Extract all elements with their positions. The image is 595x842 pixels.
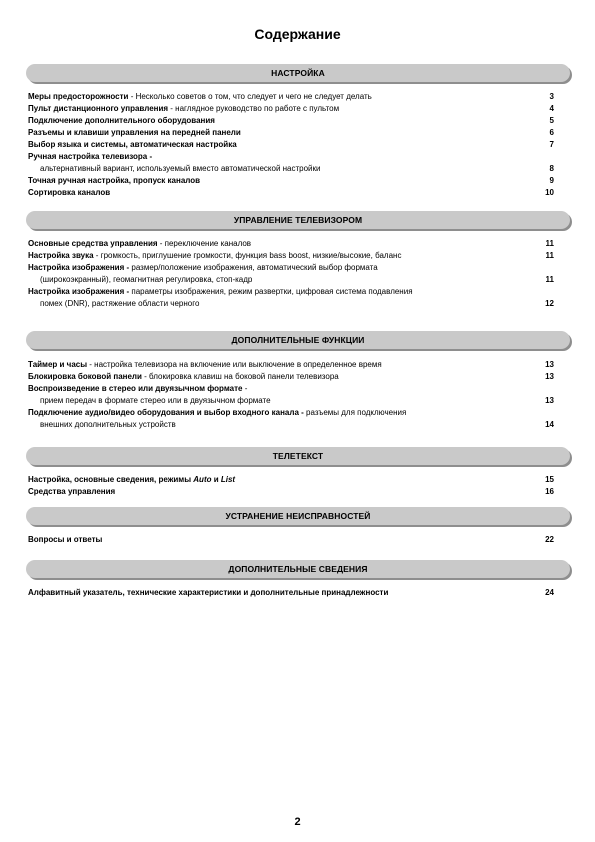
toc-entry[interactable] bbox=[28, 474, 554, 486]
entry-page: 16 bbox=[545, 487, 554, 496]
toc-entry[interactable] bbox=[28, 486, 554, 498]
entry-desc-cont: помех (DNR), растяжение области черного bbox=[40, 298, 200, 308]
toc-entry[interactable] bbox=[28, 151, 554, 175]
entry-title: Таймер и часы bbox=[28, 360, 88, 369]
entry-desc: - громкость, приглушение громкости, функция bass boost, низкие/высокие, баланс bbox=[93, 251, 402, 260]
toc-entry[interactable] bbox=[28, 286, 554, 310]
entry-page: 12 bbox=[545, 298, 554, 308]
entry-page: 13 bbox=[545, 360, 554, 369]
toc-entry[interactable] bbox=[28, 103, 554, 115]
entry-page: 5 bbox=[549, 116, 554, 125]
toc-entry[interactable] bbox=[28, 127, 554, 139]
entry-title: Настройка изображения - bbox=[28, 263, 130, 272]
entry-title: Средства управления bbox=[28, 487, 116, 496]
entry-title: Сортировка каналов bbox=[28, 188, 111, 197]
entry-desc: - bbox=[242, 384, 248, 393]
section-header-setup: НАСТРОЙКА bbox=[26, 64, 570, 82]
entry-desc: размер/положение изображения, автоматический выбор формата bbox=[129, 263, 378, 272]
toc-entry[interactable] bbox=[28, 262, 554, 286]
entry-desc: - блокировка клавиш на боковой панели телевизора bbox=[141, 372, 339, 381]
entry-page: 11 bbox=[545, 274, 554, 284]
entry-page: 4 bbox=[549, 104, 554, 113]
entry-desc: разъемы для подключения bbox=[303, 408, 407, 417]
entry-title: Пульт дистанционного управления bbox=[28, 104, 169, 113]
entry-page: 8 bbox=[549, 163, 554, 173]
entry-title: Выбор языка и системы, автоматическая настройка bbox=[28, 140, 237, 149]
entry-page: 7 bbox=[549, 140, 554, 149]
entry-title-italic: Auto bbox=[193, 475, 212, 484]
entry-desc: - переключение каналов bbox=[157, 239, 252, 248]
entry-page: 11 bbox=[545, 251, 554, 260]
entry-title: Настройка, основные сведения, режимы bbox=[28, 475, 194, 484]
page-title: Содержание bbox=[254, 26, 341, 42]
entry-desc-cont: (широкоэкранный), геомагнитная регулировка, стоп-кадр bbox=[40, 274, 253, 284]
entry-title: Воспроизведение в стерео или двуязычном формате bbox=[28, 384, 243, 393]
entry-title: Подключение аудио/видео оборудования и выбор входного канала - bbox=[28, 408, 304, 417]
entry-title: Настройка звука bbox=[28, 251, 94, 260]
toc-entry[interactable] bbox=[28, 238, 554, 250]
entry-page: 15 bbox=[545, 475, 554, 484]
entry-page: 22 bbox=[545, 535, 554, 544]
section-header-extra-functions: ДОПОЛНИТЕЛЬНЫЕ ФУНКЦИИ bbox=[26, 331, 570, 349]
page-number: 2 bbox=[294, 816, 301, 828]
entry-page: 14 bbox=[545, 419, 554, 429]
entry-title: Подключение дополнительного оборудования bbox=[28, 116, 215, 125]
entry-title: Меры предосторожности bbox=[28, 92, 129, 101]
entry-title: Алфавитный указатель, технические характеристики и дополнительные принадлежности bbox=[28, 588, 389, 597]
toc-entry[interactable] bbox=[28, 91, 554, 103]
entry-title-italic: List bbox=[220, 475, 236, 484]
toc-entry[interactable] bbox=[28, 187, 554, 199]
toc-entry[interactable] bbox=[28, 139, 554, 151]
toc-entry[interactable] bbox=[28, 371, 554, 383]
entry-page: 10 bbox=[545, 188, 554, 197]
entry-page: 6 bbox=[549, 128, 554, 137]
toc-entry[interactable] bbox=[28, 587, 554, 599]
entry-title: Настройка изображения - bbox=[28, 287, 130, 296]
toc-entry[interactable] bbox=[28, 250, 554, 262]
toc-entry[interactable] bbox=[28, 407, 554, 431]
entry-title-mid: и bbox=[211, 475, 221, 484]
entry-page: 13 bbox=[545, 372, 554, 381]
section-header-troubleshooting: УСТРАНЕНИЕ НЕИСПРАВНОСТЕЙ bbox=[26, 507, 570, 525]
entry-title: Ручная настройка телевизора - bbox=[28, 152, 153, 161]
toc-entry[interactable] bbox=[28, 359, 554, 371]
entry-page: 11 bbox=[545, 239, 554, 248]
entry-desc-cont: внешних дополнительных устройств bbox=[40, 419, 176, 429]
entry-desc: - настройка телевизора на включение или выключение в определенное время bbox=[87, 360, 382, 369]
toc-entry[interactable] bbox=[28, 175, 554, 187]
section-header-teletext: ТЕЛЕТЕКСТ bbox=[26, 447, 570, 465]
entry-desc: - Несколько советов о том, что следует и чего не следует делать bbox=[128, 92, 372, 101]
entry-page: 3 bbox=[549, 92, 554, 101]
entry-title: Разъемы и клавиши управления на передней панели bbox=[28, 128, 241, 137]
toc-entry[interactable] bbox=[28, 383, 554, 407]
entry-desc: параметры изображения, режим развертки, цифровая система подавления bbox=[129, 287, 413, 296]
entry-title: Блокировка боковой панели bbox=[28, 372, 142, 381]
entry-desc-cont: прием передач в формате стерео или в двуязычном формате bbox=[40, 395, 271, 405]
section-header-additional-info: ДОПОЛНИТЕЛЬНЫЕ СВЕДЕНИЯ bbox=[26, 560, 570, 578]
section-header-tv-control: УПРАВЛЕНИЕ ТЕЛЕВИЗОРОМ bbox=[26, 211, 570, 229]
entry-page: 9 bbox=[549, 176, 554, 185]
entry-title: Точная ручная настройка, пропуск каналов bbox=[28, 176, 201, 185]
entry-desc: альтернативный вариант, используемый вместо автоматической настройки bbox=[40, 163, 321, 173]
entry-page: 13 bbox=[545, 395, 554, 405]
entry-page: 24 bbox=[545, 588, 554, 597]
toc-entry[interactable] bbox=[28, 115, 554, 127]
entry-title: Вопросы и ответы bbox=[28, 535, 103, 544]
entry-title: Основные средства управления bbox=[28, 239, 158, 248]
entry-desc: - наглядное руководство по работе с пультом bbox=[168, 104, 340, 113]
toc-entry[interactable] bbox=[28, 534, 554, 546]
